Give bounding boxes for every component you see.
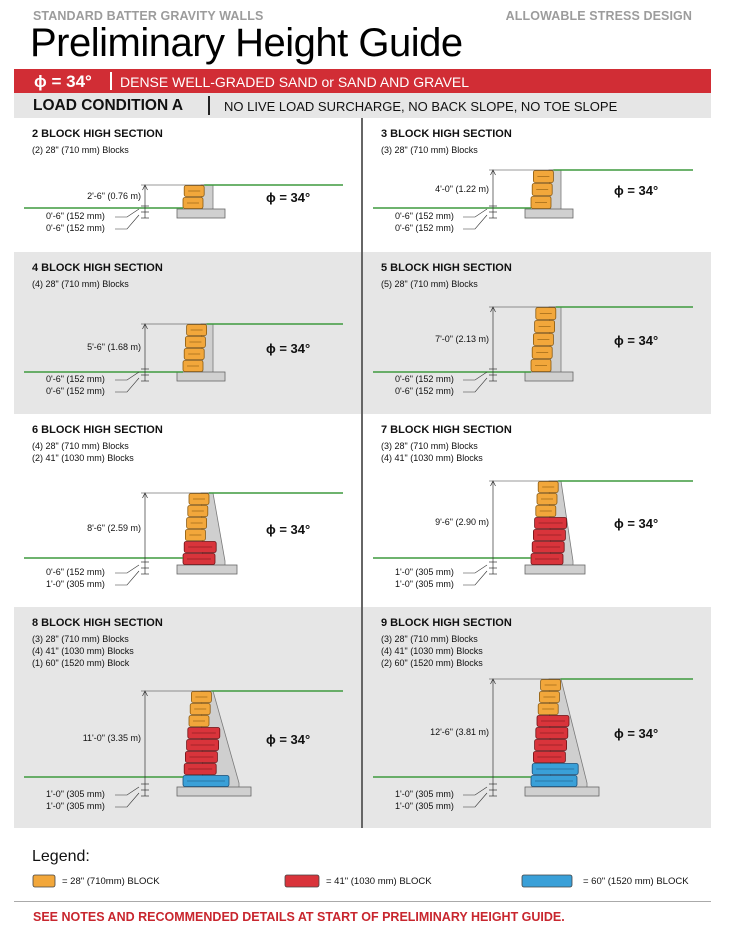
friction-angle-label: ϕ = 34°: [266, 522, 311, 537]
pad-thickness-label: 0'-6" (152 mm): [46, 386, 105, 396]
block-count: (4) 28" (710 mm) Blocks: [32, 441, 129, 451]
wall-height-label: 8'-6" (2.59 m): [87, 523, 141, 533]
band-divider: [110, 72, 112, 90]
leveling-pad: [177, 565, 237, 574]
wall-height-label: 7'-0" (2.13 m): [435, 333, 489, 344]
friction-angle-label: ϕ = 34°: [614, 726, 659, 741]
legend-swatch: [284, 873, 322, 889]
block-count: (2) 41" (1030 mm) Blocks: [32, 453, 134, 463]
pad-thickness-label: 1'-0" (305 mm): [395, 579, 454, 589]
legend-block-icon: [522, 875, 572, 887]
legend-block-icon: [33, 875, 55, 887]
block-count: (3) 28" (710 mm) Blocks: [381, 441, 478, 451]
load-condition-band: [14, 93, 711, 118]
block-count: (4) 28" (710 mm) Blocks: [32, 279, 129, 289]
wall-height-label: 5'-6" (1.68 m): [87, 342, 141, 352]
legend-swatch: [32, 873, 58, 889]
section-title: 5 BLOCK HIGH SECTION: [381, 262, 512, 274]
block-count: (3) 28" (710 mm) Blocks: [32, 634, 129, 644]
pad-thickness-label: 1'-0" (305 mm): [46, 579, 105, 589]
dimension-leader: [115, 787, 139, 795]
block-count: (1) 60" (1520 mm) Block: [32, 658, 130, 668]
wall-height-label: 9'-6" (2.90 m): [435, 517, 489, 527]
block-count: (2) 28" (710 mm) Blocks: [32, 145, 129, 155]
section-panel: [363, 607, 711, 828]
dimension-leader: [463, 209, 487, 217]
friction-angle-label: ϕ = 34°: [614, 183, 659, 198]
block-count: (3) 28" (710 mm) Blocks: [381, 634, 478, 644]
load-condition-label: LOAD CONDITION A: [33, 97, 184, 114]
design-method-label: ALLOWABLE STRESS DESIGN: [505, 9, 692, 23]
friction-angle-label: ϕ = 34°: [266, 190, 311, 205]
legend-label: = 28" (710mm) BLOCK: [62, 876, 160, 887]
dimension-leader: [463, 372, 487, 380]
section-title: 3 BLOCK HIGH SECTION: [381, 128, 512, 140]
leveling-pad: [177, 209, 225, 218]
block-count: (2) 60" (1520 mm) Blocks: [381, 658, 483, 668]
soil-phi: ϕ = 34°: [34, 72, 92, 91]
footer-rule: [14, 901, 711, 902]
embedment-depth-label: 1'-0" (305 mm): [395, 789, 454, 799]
section-title: 6 BLOCK HIGH SECTION: [32, 424, 163, 436]
pad-thickness-label: 0'-6" (152 mm): [46, 223, 105, 233]
soil-description: DENSE WELL-GRADED SAND or SAND AND GRAVEL: [120, 74, 470, 90]
section-panel: [14, 414, 361, 607]
dimension-leader: [115, 209, 139, 217]
wall-height-label: 2'-6" (0.76 m): [87, 191, 141, 201]
section-panel: [14, 607, 361, 828]
wall-height-label: 11'-0" (3.35 m): [82, 733, 141, 743]
pad-thickness-label: 0'-6" (152 mm): [395, 223, 454, 233]
dimension-leader: [115, 372, 139, 380]
page-title: Preliminary Height Guide: [30, 21, 463, 65]
pad-thickness-label: 1'-0" (305 mm): [46, 801, 105, 811]
block-count: (4) 41" (1030 mm) Blocks: [381, 453, 483, 463]
friction-angle-label: ϕ = 34°: [614, 516, 659, 531]
block-count: (3) 28" (710 mm) Blocks: [381, 145, 478, 155]
section-title: 4 BLOCK HIGH SECTION: [32, 262, 163, 274]
embedment-depth-label: 1'-0" (305 mm): [46, 789, 105, 799]
load-condition-description: NO LIVE LOAD SURCHARGE, NO BACK SLOPE, NO TOE SLOPE: [224, 99, 618, 114]
section-panel: [14, 118, 361, 252]
section-panel: [363, 252, 711, 414]
section-title: 8 BLOCK HIGH SECTION: [32, 617, 163, 629]
section-panel: [14, 252, 361, 414]
embedment-depth-label: 0'-6" (152 mm): [46, 567, 105, 577]
legend-block-icon: [285, 875, 319, 887]
band-divider: [208, 96, 210, 115]
series-label: STANDARD BATTER GRAVITY WALLS: [33, 9, 264, 23]
embedment-depth-label: 0'-6" (152 mm): [46, 374, 105, 384]
legend-swatch: [521, 873, 575, 889]
embedment-depth-label: 0'-6" (152 mm): [46, 211, 105, 221]
block-count: (4) 41" (1030 mm) Blocks: [32, 646, 134, 656]
leveling-pad: [525, 787, 599, 796]
legend-title: Legend:: [32, 848, 90, 865]
section-title: 2 BLOCK HIGH SECTION: [32, 128, 163, 140]
wall-height-label: 12'-6" (3.81 m): [430, 727, 489, 737]
column-divider: [361, 118, 363, 828]
pad-thickness-label: 0'-6" (152 mm): [395, 386, 454, 396]
wall-height-label: 4'-0" (1.22 m): [435, 183, 489, 194]
leveling-pad: [525, 209, 573, 218]
block-count: (4) 41" (1030 mm) Blocks: [381, 646, 483, 656]
embedment-depth-label: 1'-0" (305 mm): [395, 567, 454, 577]
embedment-depth-label: 0'-6" (152 mm): [395, 211, 454, 221]
leveling-pad: [177, 787, 251, 796]
legend-label: = 60" (1520 mm) BLOCK: [583, 876, 689, 887]
section-title: 9 BLOCK HIGH SECTION: [381, 617, 512, 629]
footer-note: SEE NOTES AND RECOMMENDED DETAILS AT START OF PRELIMINARY HEIGHT GUIDE.: [33, 910, 565, 924]
legend-label: = 41" (1030 mm) BLOCK: [326, 876, 432, 887]
leveling-pad: [177, 372, 225, 381]
dimension-leader: [463, 565, 487, 573]
section-panel: [363, 414, 711, 607]
embedment-depth-label: 0'-6" (152 mm): [395, 374, 454, 384]
section-title: 7 BLOCK HIGH SECTION: [381, 424, 512, 436]
section-panel: [363, 118, 711, 252]
soil-band: [14, 69, 711, 93]
dimension-leader: [115, 565, 139, 573]
friction-angle-label: ϕ = 34°: [614, 333, 659, 348]
dimension-leader: [463, 787, 487, 795]
block-count: (5) 28" (710 mm) Blocks: [381, 279, 478, 289]
leveling-pad: [525, 565, 585, 574]
pad-thickness-label: 1'-0" (305 mm): [395, 801, 454, 811]
friction-angle-label: ϕ = 34°: [266, 732, 311, 747]
friction-angle-label: ϕ = 34°: [266, 341, 311, 356]
leveling-pad: [525, 372, 573, 381]
